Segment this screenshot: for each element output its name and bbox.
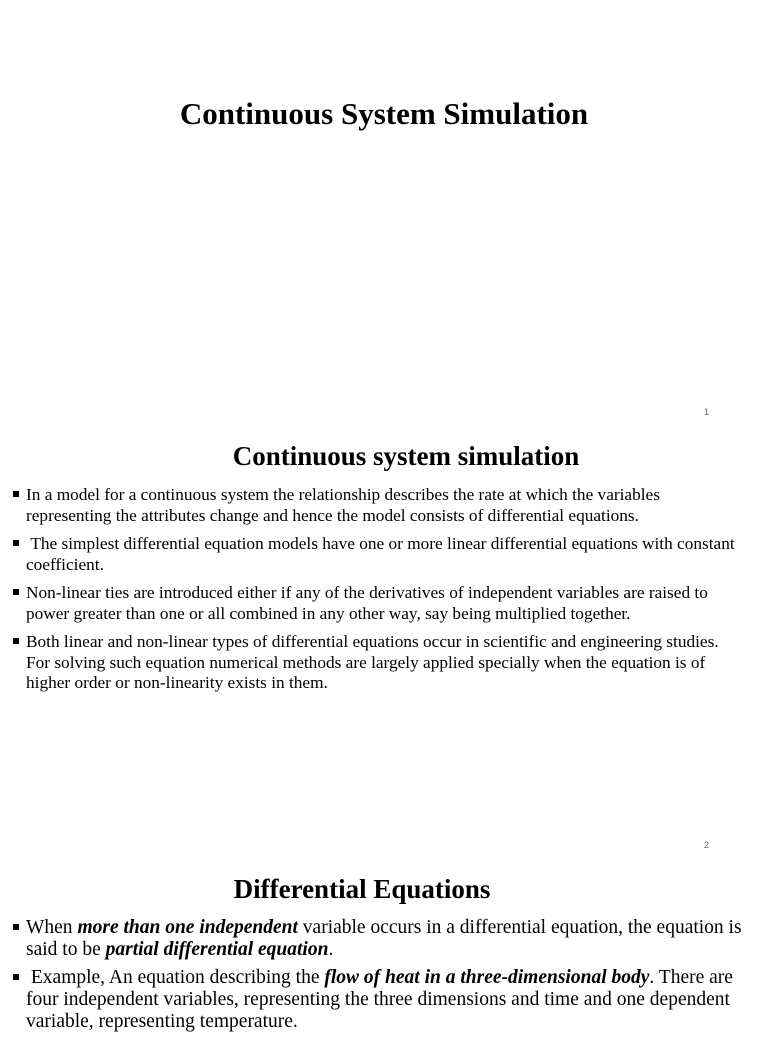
slide-title: Continuous System Simulation xyxy=(179,96,589,131)
bullet-item xyxy=(12,583,742,624)
square-bullet-icon xyxy=(13,974,19,980)
bullet-item xyxy=(12,967,742,1033)
bullet-list xyxy=(12,917,747,1039)
slide-2 xyxy=(0,430,768,863)
square-bullet-icon xyxy=(13,638,19,644)
bullet-item xyxy=(12,917,747,961)
emphasis-text: flow of heat in a three-dimensional body xyxy=(324,967,650,988)
square-bullet-icon xyxy=(13,540,19,546)
emphasis-text: partial differential equation xyxy=(105,939,329,960)
page-number: 2 xyxy=(703,840,709,850)
bullet-text-part: variable occurs in a differential equation, the equation is said to be xyxy=(26,917,747,960)
page-number: 1 xyxy=(703,407,709,417)
bullet-text: Both linear and non-linear types of differential equations occur in scientific and engineering studies. For solving such equation numerical methods are largely applied specially when the equation is of higher order or non-linearity exists in them. xyxy=(26,632,719,692)
bullet-text-part: When xyxy=(26,917,78,938)
bullet-text: In a model for a continuous system the relationship describes the rate at which the variables representing the attributes change and hence the model consists of differential equations. xyxy=(26,485,660,525)
bullet-item xyxy=(12,632,742,694)
square-bullet-icon xyxy=(13,589,19,595)
bullet-text-part: . xyxy=(328,939,334,960)
emphasis-text: more than one independent xyxy=(77,917,298,938)
bullet-text-part: Example, An equation describing the xyxy=(26,967,325,988)
square-bullet-icon xyxy=(13,491,19,497)
bullet-list xyxy=(12,485,742,702)
bullet-item xyxy=(12,485,742,526)
slide-title: Continuous system simulation xyxy=(232,441,580,471)
slide-3 xyxy=(0,863,768,1032)
bullet-text: The simplest differential equation models have one or more linear differential equations with constant coefficient. xyxy=(26,534,739,574)
slide-title: Differential Equations xyxy=(233,874,491,904)
square-bullet-icon xyxy=(13,924,19,930)
slide-1 xyxy=(0,0,768,430)
bullet-text: Non-linear ties are introduced either if any of the derivatives of independent variables are raised to power greater than one or all combined in any other way, say being multiplied together. xyxy=(26,583,708,623)
bullet-text-part: . There are four independent variables, representing the three dimensions and time and one dependent variable, representing temperature. xyxy=(26,967,733,1032)
bullet-item xyxy=(12,534,742,575)
